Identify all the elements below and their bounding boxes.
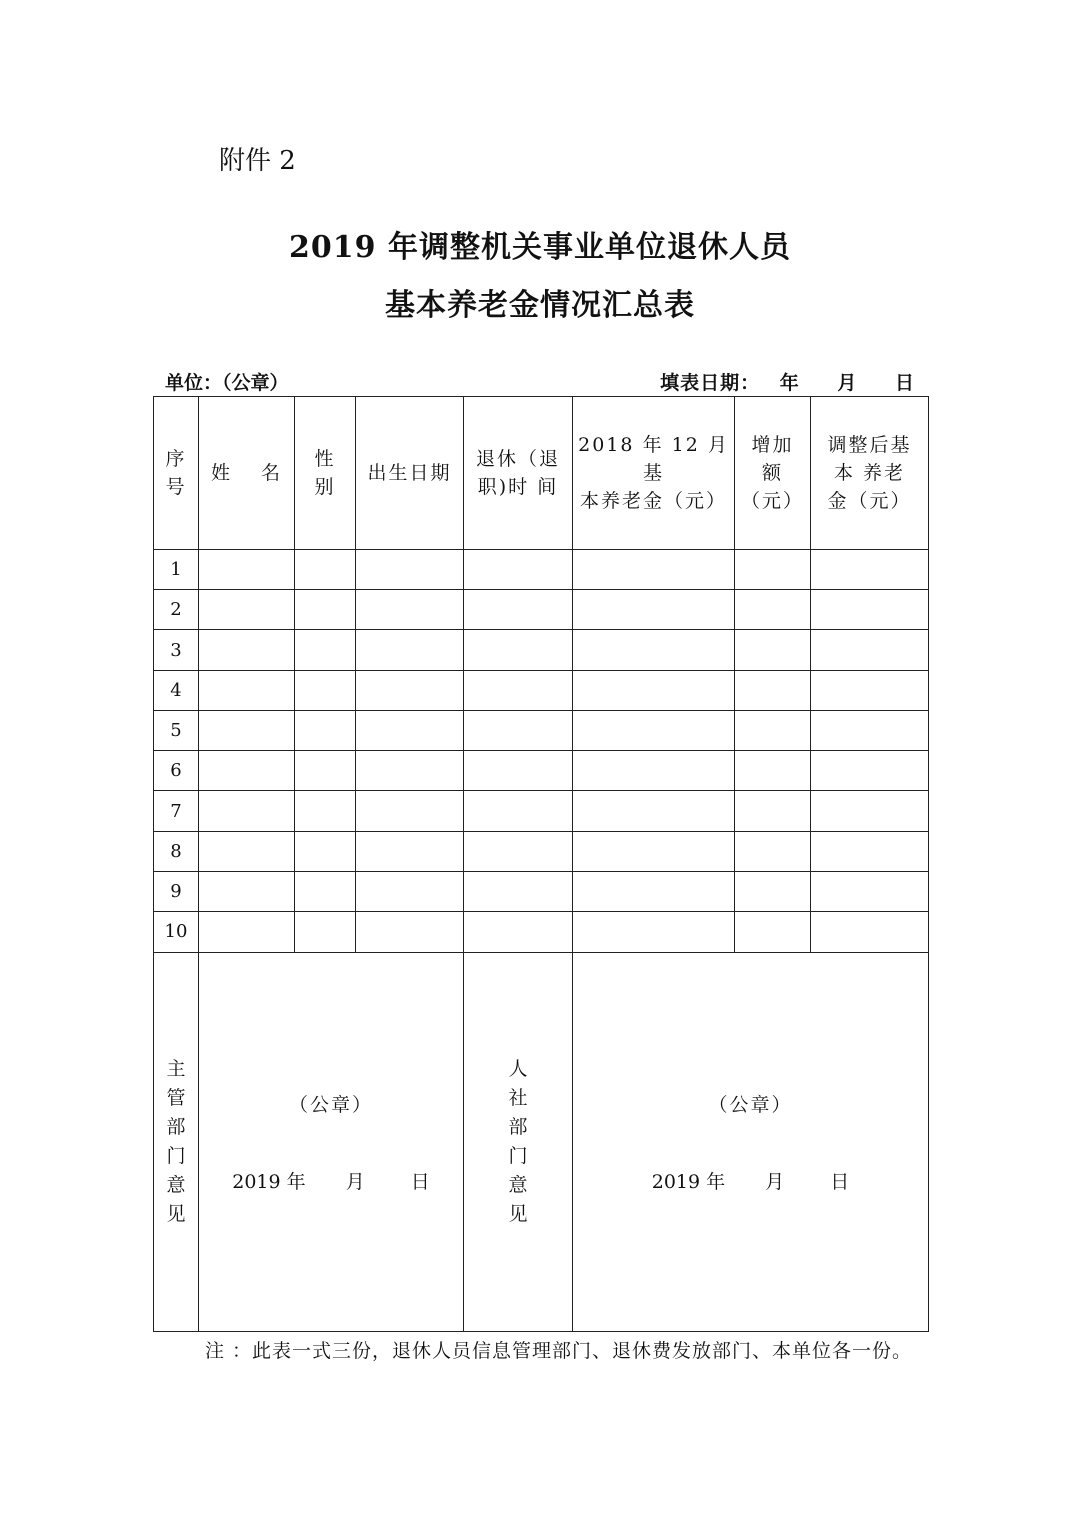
col-base-pension-2018-cell[interactable]: [573, 590, 735, 630]
row-number: 9: [154, 871, 199, 911]
col-birth-date-cell[interactable]: [356, 751, 464, 791]
header-line: 号: [165, 475, 187, 498]
supervisor-opinion-cell[interactable]: [199, 952, 464, 1331]
col-base-pension-2018-cell[interactable]: [573, 630, 735, 670]
col-increase-cell[interactable]: [735, 590, 811, 630]
col-retire-date-cell[interactable]: [464, 912, 573, 952]
col-retire-date-cell[interactable]: [464, 791, 573, 831]
col-base-pension-2018-cell[interactable]: [573, 831, 735, 871]
col-increase-header: [735, 397, 811, 550]
fill-date: [660, 368, 915, 395]
col-name-header: [199, 397, 295, 550]
hr-dept-seal: （公章）: [708, 1093, 793, 1116]
col-adjusted-pension-cell[interactable]: [811, 831, 929, 871]
pension-summary-table: [153, 396, 929, 1332]
col-base-pension-2018-cell[interactable]: [573, 710, 735, 750]
header-line: 姓 名: [210, 461, 283, 484]
header-line: 额: [761, 461, 783, 484]
col-base-pension-2018-cell[interactable]: [573, 791, 735, 831]
hr-dept-sign-year: 2019 年: [651, 1170, 726, 1193]
supervisor-sign-year: 2019 年: [232, 1170, 306, 1193]
col-base-pension-2018-cell[interactable]: [573, 751, 735, 791]
col-adjusted-pension-cell[interactable]: [811, 549, 929, 589]
col-seq-header: [154, 397, 199, 550]
header-line: 2018 年 12 月基: [578, 433, 729, 484]
unit-seal-label: 单位：（公章）: [165, 372, 289, 394]
col-base-pension-2018-header: [573, 397, 735, 550]
table-row: [154, 670, 929, 710]
table-row: [154, 710, 929, 750]
col-gender-cell[interactable]: [295, 630, 356, 670]
document-title-line-1: 2019 年调整机关事业单位退休人员: [289, 230, 791, 265]
col-birth-date-header: [356, 397, 464, 550]
table-row: [154, 549, 929, 589]
col-name-cell[interactable]: [199, 590, 295, 630]
col-gender-cell[interactable]: [295, 831, 356, 871]
col-birth-date-cell[interactable]: [356, 670, 464, 710]
col-name-cell[interactable]: [199, 630, 295, 670]
header-line: 金（元）: [827, 489, 912, 512]
supervisor-opinion-label: [154, 952, 199, 1331]
row-number: 10: [154, 912, 199, 952]
col-increase-cell[interactable]: [735, 831, 811, 871]
col-retire-date-cell[interactable]: [464, 751, 573, 791]
row-number: 3: [154, 630, 199, 670]
opinion-label-char: 见: [508, 1202, 528, 1225]
col-retire-date-cell[interactable]: [464, 590, 573, 630]
row-number: 6: [154, 751, 199, 791]
hr-dept-sign-date: [573, 1167, 928, 1194]
header-line: 性: [314, 447, 336, 470]
col-adjusted-pension-cell[interactable]: [811, 791, 929, 831]
supervisor-sign-day: 日: [410, 1170, 430, 1193]
col-adjusted-pension-cell[interactable]: [811, 912, 929, 952]
document-title-line-2: 基本养老金情况汇总表: [385, 288, 695, 323]
hr-dept-opinion-label: [464, 952, 573, 1331]
col-gender-cell[interactable]: [295, 710, 356, 750]
opinion-label-char: 社: [508, 1086, 528, 1109]
opinion-label-char: 意: [508, 1173, 528, 1196]
opinion-label-char: 部: [166, 1115, 186, 1138]
col-base-pension-2018-cell[interactable]: [573, 912, 735, 952]
col-name-cell[interactable]: [199, 791, 295, 831]
opinion-label-char: 主: [166, 1057, 186, 1080]
col-name-cell[interactable]: [199, 871, 295, 911]
col-increase-cell[interactable]: [735, 912, 811, 952]
col-gender-cell[interactable]: [295, 871, 356, 911]
supervisor-sign-date: [199, 1167, 463, 1194]
col-gender-cell[interactable]: [295, 791, 356, 831]
header-line: 退休（退: [475, 447, 560, 470]
table-row: [154, 912, 929, 952]
row-number: 8: [154, 831, 199, 871]
opinion-label-char: 人: [508, 1057, 528, 1080]
opinion-label-char: 门: [508, 1144, 528, 1167]
hr-dept-sign-month: 月: [765, 1170, 785, 1193]
col-increase-cell[interactable]: [735, 670, 811, 710]
col-increase-cell[interactable]: [735, 791, 811, 831]
header-line: 调整后基: [827, 433, 912, 456]
opinion-label-char: 部: [508, 1115, 528, 1138]
table-row: [154, 831, 929, 871]
footnote: 注 ：此表一式三份，退休人员信息管理部门、退休费发放部门、本单位各一份。: [205, 1340, 913, 1362]
col-birth-date-cell[interactable]: [356, 791, 464, 831]
row-number: 4: [154, 670, 199, 710]
col-increase-cell[interactable]: [735, 710, 811, 750]
col-gender-cell[interactable]: [295, 751, 356, 791]
col-gender-cell[interactable]: [295, 670, 356, 710]
fill-date-year: 年: [779, 372, 800, 394]
col-adjusted-pension-cell[interactable]: [811, 590, 929, 630]
col-retire-date-cell[interactable]: [464, 630, 573, 670]
col-adjusted-pension-cell[interactable]: [811, 670, 929, 710]
col-birth-date-cell[interactable]: [356, 871, 464, 911]
col-name-cell[interactable]: [199, 710, 295, 750]
col-name-cell[interactable]: [199, 751, 295, 791]
col-name-cell[interactable]: [199, 831, 295, 871]
hr-dept-sign-day: 日: [830, 1170, 850, 1193]
col-increase-cell[interactable]: [735, 871, 811, 911]
row-number: 5: [154, 710, 199, 750]
opinion-label-char: 管: [166, 1086, 186, 1109]
col-increase-cell[interactable]: [735, 751, 811, 791]
opinion-label-char: 意: [166, 1173, 186, 1196]
col-retire-date-cell[interactable]: [464, 710, 573, 750]
col-gender-cell[interactable]: [295, 590, 356, 630]
col-increase-cell[interactable]: [735, 549, 811, 589]
row-number: 2: [154, 590, 199, 630]
header-line: 本 养老: [833, 461, 906, 484]
col-retire-date-cell[interactable]: [464, 549, 573, 589]
header-line: 出生日期: [367, 461, 452, 484]
table-row: [154, 751, 929, 791]
col-gender-cell[interactable]: [295, 549, 356, 589]
col-name-cell[interactable]: [199, 670, 295, 710]
supervisor-seal: （公章）: [288, 1093, 373, 1116]
header-line: （元）: [740, 489, 804, 512]
col-retire-date-cell[interactable]: [464, 831, 573, 871]
col-gender-cell[interactable]: [295, 912, 356, 952]
col-adjusted-pension-cell[interactable]: [811, 630, 929, 670]
col-retire-date-cell[interactable]: [464, 871, 573, 911]
opinion-label-char: 见: [166, 1202, 186, 1225]
col-base-pension-2018-cell[interactable]: [573, 549, 735, 589]
col-birth-date-cell[interactable]: [356, 590, 464, 630]
row-number: 1: [154, 549, 199, 589]
opinion-label-char: 门: [166, 1144, 186, 1167]
col-name-cell[interactable]: [199, 549, 295, 589]
col-adjusted-pension-header: [811, 397, 929, 550]
fill-date-month: 月: [837, 372, 858, 394]
row-number: 7: [154, 791, 199, 831]
col-base-pension-2018-cell[interactable]: [573, 670, 735, 710]
header-line: 序: [165, 447, 187, 470]
col-adjusted-pension-cell[interactable]: [811, 751, 929, 791]
col-gender-header: [295, 397, 356, 550]
table-row: [154, 630, 929, 670]
col-birth-date-cell[interactable]: [356, 831, 464, 871]
col-increase-cell[interactable]: [735, 630, 811, 670]
header-row: [154, 397, 929, 550]
col-birth-date-cell[interactable]: [356, 549, 464, 589]
col-retire-date-header: [464, 397, 573, 550]
header-line: 别: [314, 475, 336, 498]
header-line: 本养老金（元）: [579, 489, 727, 512]
col-birth-date-cell[interactable]: [356, 630, 464, 670]
supervisor-sign-month: 月: [345, 1170, 365, 1193]
table-row: [154, 791, 929, 831]
fill-date-day: 日: [894, 372, 915, 394]
col-retire-date-cell[interactable]: [464, 670, 573, 710]
header-line: 职)时 间: [477, 475, 559, 498]
attachment-label: 附件 2: [219, 146, 296, 176]
col-birth-date-cell[interactable]: [356, 912, 464, 952]
table-row: [154, 871, 929, 911]
header-line: 增加: [751, 433, 794, 456]
opinion-row: [154, 952, 929, 1331]
col-base-pension-2018-cell[interactable]: [573, 871, 735, 911]
col-adjusted-pension-cell[interactable]: [811, 710, 929, 750]
col-adjusted-pension-cell[interactable]: [811, 871, 929, 911]
col-name-cell[interactable]: [199, 912, 295, 952]
hr-dept-opinion-cell[interactable]: [573, 952, 929, 1331]
col-birth-date-cell[interactable]: [356, 710, 464, 750]
table-row: [154, 590, 929, 630]
fill-date-label: 填表日期：: [660, 372, 761, 394]
